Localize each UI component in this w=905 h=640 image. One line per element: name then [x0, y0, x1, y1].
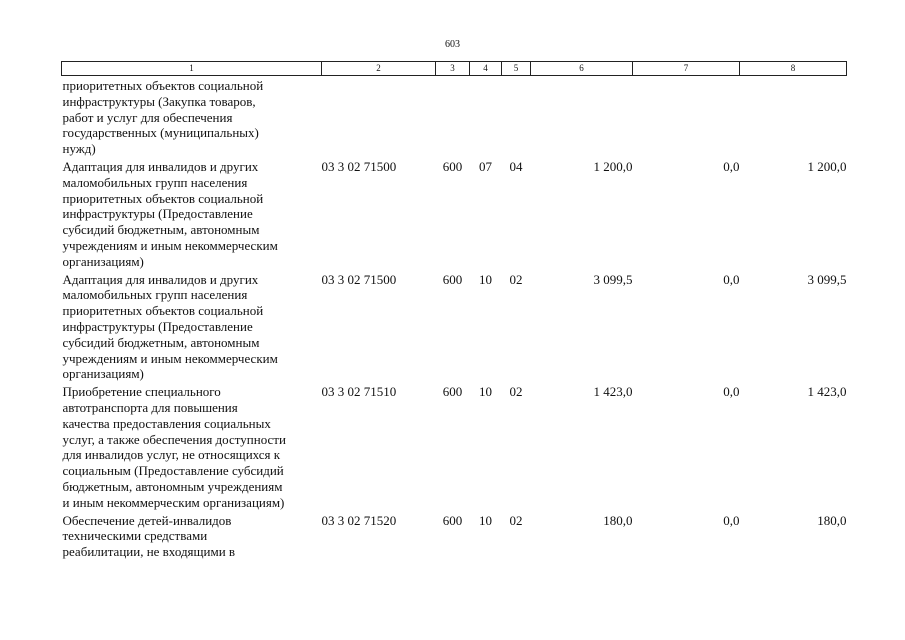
row-amount-col7: 0,0 [723, 271, 740, 287]
column-header-8: 8 [740, 62, 847, 76]
row-section [470, 76, 502, 157]
column-number-header-row [62, 62, 847, 76]
row-amount-col6: 1 200,0 [593, 158, 633, 174]
row-amount-col7: 0,0 [723, 512, 740, 528]
table-row [62, 270, 847, 383]
row-section: 10 [479, 271, 492, 287]
column-header-5: 5 [502, 62, 531, 76]
column-header-3: 3 [436, 62, 470, 76]
row-target-code: 03 3 02 71520 [321, 512, 397, 528]
table-row [62, 382, 847, 510]
row-amount-col7 [633, 76, 740, 157]
row-section: 07 [479, 158, 492, 174]
table-row [62, 157, 847, 270]
column-header-7: 7 [633, 62, 740, 76]
row-description: приоритетных объектов социальной инфраструктуры (Закупка товаров, работ и услуг для обеспечения государственных (муниципальных) нужд) [62, 78, 264, 157]
row-amount-col6: 180,0 [603, 512, 633, 528]
row-description: Адаптация для инвалидов и других маломобильных групп населения приоритетных объектов социальной инфраструктуры (Предоставление субсидий бюджетным, автономным учреждениям и иным некоммерческим организациям) [62, 271, 278, 382]
row-target-code [322, 76, 436, 157]
row-amount-col6: 3 099,5 [593, 271, 633, 287]
row-amount-col7: 0,0 [723, 158, 740, 174]
row-target-code: 03 3 02 71500 [321, 158, 397, 174]
row-amount-col8: 180,0 [817, 512, 847, 528]
row-amount-col8 [740, 76, 847, 157]
column-header-4: 4 [470, 62, 502, 76]
row-expense-type: 600 [442, 271, 463, 287]
row-expense-type [436, 76, 470, 157]
row-expense-type: 600 [442, 384, 463, 400]
page-number: 603 [445, 39, 460, 50]
column-header-2: 2 [322, 62, 436, 76]
budget-table [61, 61, 847, 560]
row-subsection [502, 76, 531, 157]
table-row [62, 511, 847, 560]
row-expense-type: 600 [442, 158, 463, 174]
row-amount-col8: 1 423,0 [807, 384, 847, 400]
row-amount-col6 [531, 76, 633, 157]
row-description: Приобретение специального автотранспорта для повышения качества предоставления социальных услуг, а также обеспечения доступности для инвалидов услуг, не относящихся к социальным (Предоставление субсидий бюджетным, автономным учреждениям и иным некоммерческим организациям) [62, 384, 286, 510]
table-row [62, 76, 847, 157]
row-target-code: 03 3 02 71510 [321, 384, 397, 400]
row-amount-col8: 1 200,0 [807, 158, 847, 174]
row-description: Адаптация для инвалидов и других маломобильных групп населения приоритетных объектов социальной инфраструктуры (Предоставление субсидий бюджетным, автономным учреждениям и иным некоммерческим организациям) [62, 158, 278, 269]
row-subsection: 02 [509, 271, 523, 287]
row-target-code: 03 3 02 71500 [321, 271, 397, 287]
row-amount-col8: 3 099,5 [807, 271, 847, 287]
row-section: 10 [479, 384, 492, 400]
row-description: Обеспечение детей-инвалидов техническими средствами реабилитации, не входящими в [62, 512, 236, 560]
column-header-1: 1 [62, 62, 322, 76]
row-subsection: 04 [509, 158, 523, 174]
row-amount-col7: 0,0 [723, 384, 740, 400]
row-subsection: 02 [509, 512, 523, 528]
row-subsection: 02 [509, 384, 523, 400]
row-section: 10 [479, 512, 492, 528]
row-expense-type: 600 [442, 512, 463, 528]
row-amount-col6: 1 423,0 [593, 384, 633, 400]
column-header-6: 6 [531, 62, 633, 76]
